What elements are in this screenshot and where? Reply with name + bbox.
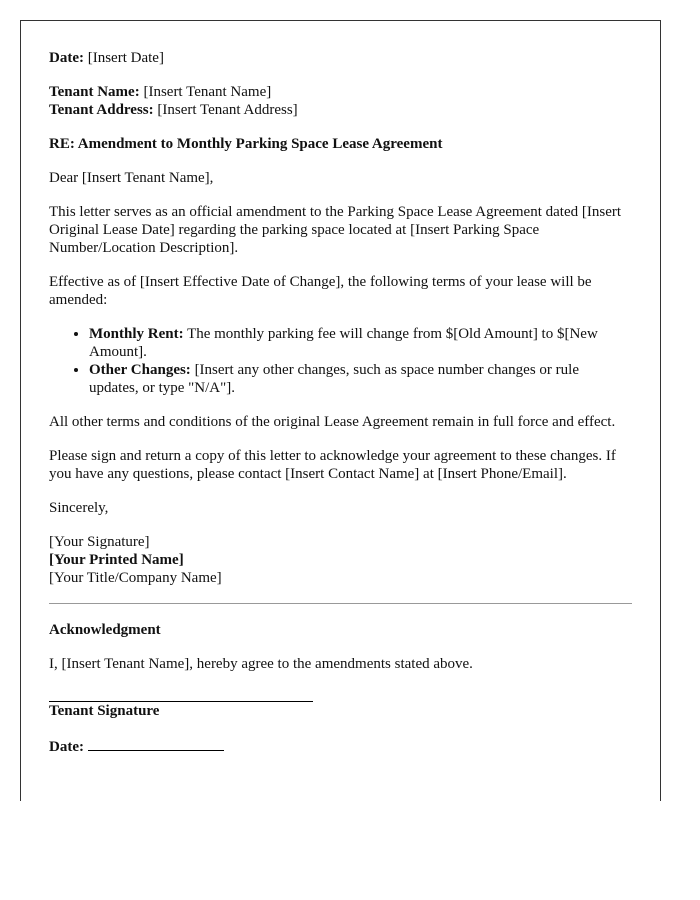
subject-line: RE: Amendment to Monthly Parking Space Lease Agreement	[49, 136, 443, 152]
tenant-signature-label: Tenant Signature	[49, 703, 160, 719]
acknowledgment-text: I, [Insert Tenant Name], hereby agree to the amendments stated above.	[49, 656, 473, 672]
date-line: Date: [Insert Date]	[49, 50, 164, 66]
intro-paragraph: This letter serves as an official amendment to the Parking Space Lease Agreement dated [Insert Original Lease Date] regarding the parking space located at [Insert Parking Space Number/Location Description].	[49, 204, 622, 256]
signoff: Sincerely,	[49, 500, 109, 516]
terms-paragraph: All other terms and conditions of the original Lease Agreement remain in full force and effect.	[49, 414, 616, 430]
contact-paragraph: Please sign and return a copy of this letter to acknowledge your agreement to these changes. If you have any questions, please contact [Insert Contact Name] at [Insert Phone/Email].	[49, 448, 616, 482]
tenant-info: Tenant Name: [Insert Tenant Name] Tenant Address: [Insert Tenant Address]	[49, 84, 298, 118]
changes-list	[49, 325, 632, 397]
acknowledgment-heading: Acknowledgment	[49, 622, 161, 638]
signature-block: [Your Signature] [Your Printed Name] [Your Title/Company Name]	[49, 534, 222, 586]
tenant-date-line: Date:	[49, 736, 632, 756]
date-blank	[88, 736, 224, 751]
list-item: • Other Changes: [Insert any other changes, such as space number changes or rule updates, or type "N/A"].	[89, 361, 632, 397]
salutation: Dear [Insert Tenant Name],	[49, 170, 214, 186]
list-item: • Monthly Rent: The monthly parking fee will change from $[Old Amount] to $[New Amount].	[89, 325, 632, 361]
effective-paragraph: Effective as of [Insert Effective Date of Change], the following terms of your lease will be amended:	[49, 274, 592, 308]
divider	[49, 603, 632, 604]
letter-page	[20, 20, 661, 801]
